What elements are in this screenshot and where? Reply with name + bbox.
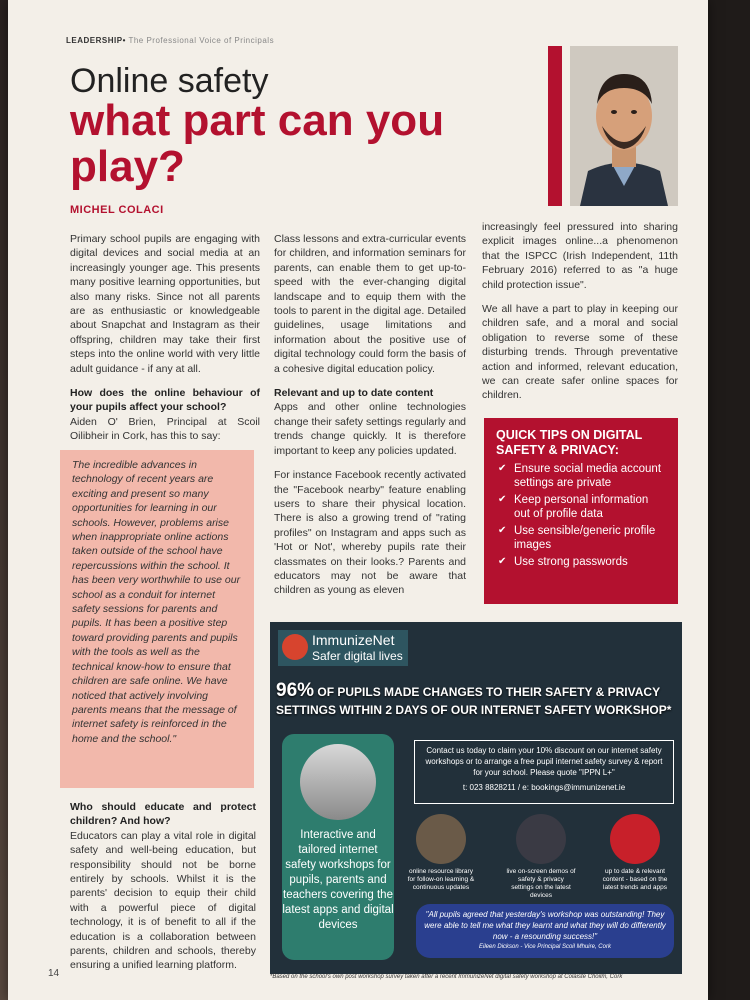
tip-text: Use strong passwords xyxy=(514,556,628,568)
tip-item xyxy=(496,462,666,490)
author-byline: MICHEL COLACI xyxy=(70,204,164,216)
brand-tagline: Safer digital lives xyxy=(312,649,403,663)
quick-tips-list xyxy=(496,462,666,569)
apps-paragraph: Apps and other online technologies change their safety settings regularly and trends change quickly. It is therefore important to keep any policies updated. xyxy=(274,401,466,457)
tip-text: Use sensible/generic profile images xyxy=(514,525,656,551)
advert-headline xyxy=(276,682,676,719)
column-1-bottom xyxy=(70,800,256,983)
advert-footnote: *Based on the school's own post workshop survey taken after a recent ImmunizeNet digital safety workshop at Coláiste Choilm, Cork xyxy=(270,974,623,980)
section-header xyxy=(66,36,274,45)
advert-headline-text: OF PUPILS MADE CHANGES TO THEIR SAFETY & PRIVACY SETTINGS WITHIN 2 DAYS OF OUR INTERNET SAFETY WORKSHOP* xyxy=(276,685,672,717)
facebook-paragraph: For instance Facebook recently activated the "Facebook nearby" feature enabling users to share their physical location. There is also a growing trend of "rating profiles" on Instagram and apps such as 'Hot or Not', whereby pupils rate their classmates on their looks.? Parents and educators may not be aware that children as young as eleven xyxy=(274,469,466,597)
workshop-text: Interactive and tailored internet safety workshops for pupils, parents and teachers covering the latest apps and digital devices xyxy=(282,829,394,931)
classroom-photo xyxy=(300,744,376,820)
phone-apps-icon xyxy=(516,814,566,864)
feature-text: up to date & relevant content - based on the latest trends and apps xyxy=(602,868,668,891)
column-3 xyxy=(482,220,678,413)
column-1 xyxy=(70,232,260,454)
class-lessons-paragraph: Class lessons and extra-curricular events for children, and information seminars for parents, can enable them to get up-to-speed with the ever-changing digital landscape and to equip them with the tools to parent in the digital age. Detailed guidelines, usage limitations and information about the positive use of digital technology could form the basis of a cohesive digital education policy. xyxy=(274,233,466,375)
mobile-icon xyxy=(610,814,660,864)
feature-safety-settings xyxy=(506,814,576,900)
check-icon: ✔ xyxy=(498,463,507,474)
author-photo xyxy=(570,46,678,206)
tip-item xyxy=(496,493,666,521)
workshop-box xyxy=(282,734,394,960)
heading-online-behaviour: How does the online behaviour of your pupils affect your school? xyxy=(70,387,260,414)
testimonial-text: "All pupils agreed that yesterday's workshop was outstanding! They were able to tell me what they learnt and what they will do differently now - a resounding success!" xyxy=(424,910,666,941)
tip-item xyxy=(496,555,666,569)
pull-quote: The incredible advances in technology of recent years are exciting and present so many opportunities for learning in our schools. However, problems arise when inappropriate online actions taken outside of the school have repercussions within the school. It has been very worthwhile to use our school as a conduit for internet safety sessions for parents and pupils. It has been a positive step toward providing parents and pupils with the tools as well as the technical know-how to ensure that children are safe online. We have noticed that actively involving parents means that the message of internet safety is reinforced in the home and the school." xyxy=(60,450,254,788)
testimonial-box xyxy=(416,904,674,958)
advert-stat: 96% xyxy=(276,680,315,701)
section-bullet: • xyxy=(122,36,126,45)
testimonial-author: Eileen Dickson - Vice Principal Scoil Mhuire, Cork xyxy=(479,944,611,950)
portrait-illustration xyxy=(570,46,678,206)
tip-item xyxy=(496,524,666,552)
feature-text: live on-screen demos of safety & privacy settings on the latest devices xyxy=(506,868,576,899)
heading-relevant-content: Relevant and up to date content xyxy=(274,387,434,400)
intro-paragraph: Primary school pupils are engaging with digital devices and social media at an increasingly younger age. This presents many positive learning opportunities, but also many risks. Since not all parents are as enthusiastic or knowledgeable about Snapchat and Instagram as their offspring, children may take their first steps into the online world with very little adult guidance - if any at all. xyxy=(70,233,260,375)
page-number: 14 xyxy=(48,968,60,979)
feature-up-to-date xyxy=(600,814,670,892)
immunizenet-advert xyxy=(270,622,682,974)
feature-text: online resource library for follow-on learning & continuous updates xyxy=(407,868,475,891)
title-line-2: what part can you play? xyxy=(70,96,445,191)
principal-intro: Aiden O' Brien, Principal at Scoil Oilibheir in Cork, has this to say: xyxy=(70,415,260,443)
check-icon: ✔ xyxy=(498,556,507,567)
contact-text: Contact us today to claim your 10% discount on our internet safety workshops or to arrange a free pupil internet safety survey & report for your school. Please quote "IPPN L+" xyxy=(425,746,663,777)
title-line-1: Online safety xyxy=(70,62,269,100)
contact-box xyxy=(414,740,674,804)
check-icon: ✔ xyxy=(498,494,507,505)
book-spine xyxy=(0,0,8,1000)
immunizenet-logo xyxy=(278,630,408,666)
feature-resource-library xyxy=(406,814,476,892)
pressure-paragraph: increasingly feel pressured into sharing explicit images online...a phenomenon that the ISPCC (Irish Independent, 11th February 2016) referred to as "a huge child protection issue". xyxy=(482,221,678,291)
heading-who-should-educate: Who should educate and protect children? And how? xyxy=(70,801,256,828)
educators-paragraph: Educators can play a vital role in digital safety and well-being education, but responsibility should not be borne entirely by schools. Whilst it is the parents' decision to equip their child with a powerful piece of digital technology, it is of benefit to all if the education is a collaboration between parents, children and schools, thereby ensuring a unified learning platform. xyxy=(70,829,256,972)
section-tagline: The Professional Voice of Principals xyxy=(128,36,275,45)
library-icon xyxy=(416,814,466,864)
background-edge xyxy=(708,0,750,1000)
quick-tips-title: QUICK TIPS ON DIGITAL SAFETY & PRIVACY: xyxy=(496,428,643,457)
magazine-page xyxy=(8,0,708,1000)
logo-mark-icon xyxy=(282,634,308,660)
section-name: LEADERSHIP xyxy=(66,36,123,45)
quick-tips-box xyxy=(484,418,678,604)
conclusion-paragraph: We all have a part to play in keeping our children safe, and a moral and social obligation to reverse some of these disturbing trends. Through preventative action and informed, relevant education, we can create safer online spaces for children. xyxy=(482,303,678,402)
brand-name: ImmunizeNet xyxy=(312,632,395,648)
tip-text: Ensure social media account settings are private xyxy=(514,463,662,489)
photo-accent-bar xyxy=(548,46,562,206)
column-2 xyxy=(274,232,466,608)
check-icon: ✔ xyxy=(498,525,507,536)
tip-text: Keep personal information out of profile data xyxy=(514,494,649,520)
contact-details: t: 023 8828211 / e: bookings@immunizenet.ie xyxy=(462,783,626,792)
